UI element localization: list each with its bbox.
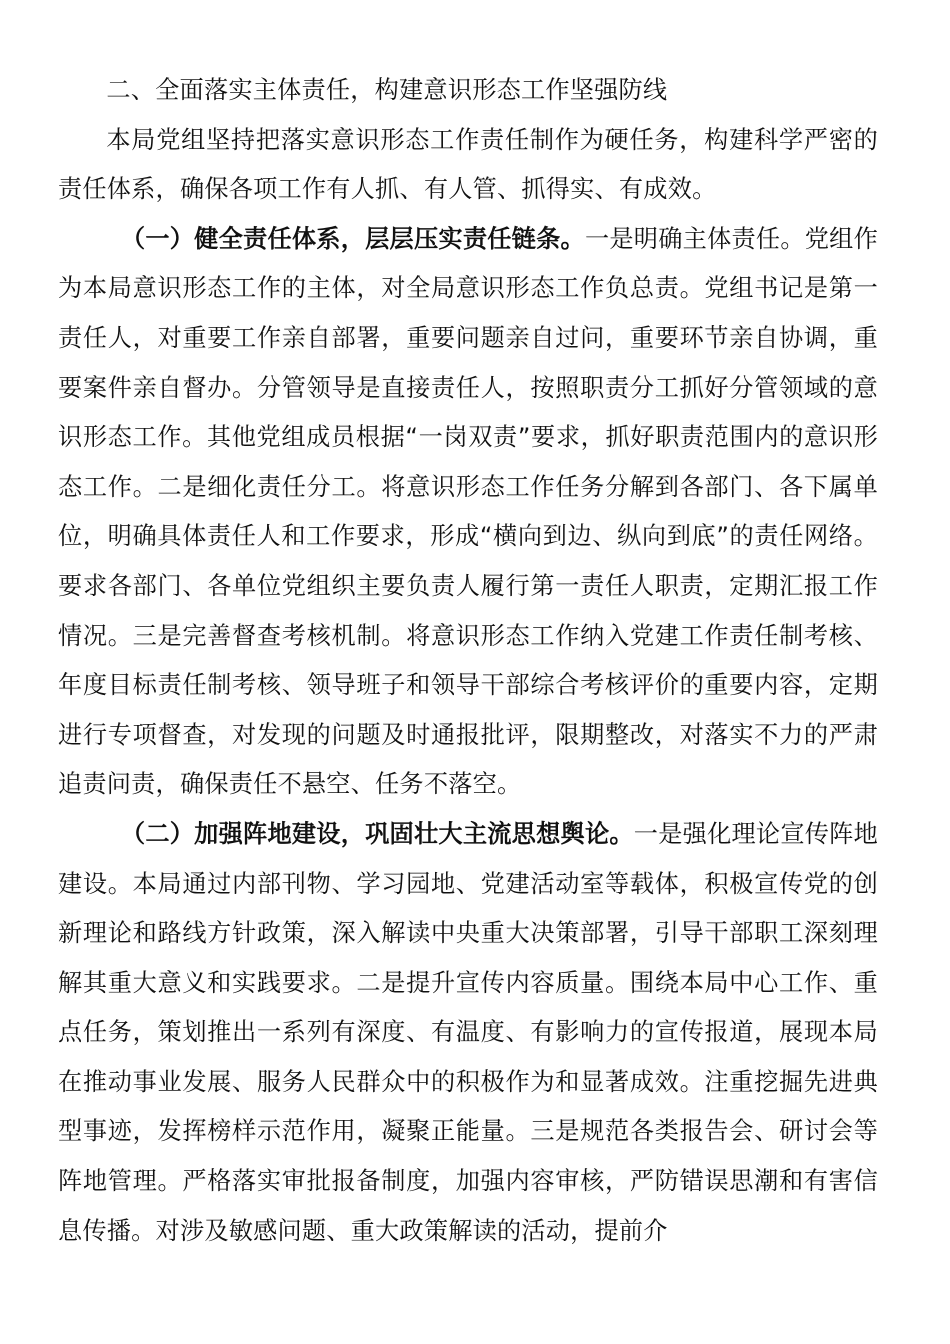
- subsection-1-title: （一）健全责任体系，层层压实责任链条。: [120, 224, 585, 253]
- subsection-1-paragraph: [58, 215, 878, 810]
- subsection-2-body: 一是强化理论宣传阵地建设。本局通过内部刊物、学习园地、党建活动室等载体，积极宣传党的创新理论和路线方针政策，深入解读中央重大决策部署，引导干部职工深刻理解其重大意义和实践要求。二是提升宣传内容质量。围绕本局中心工作、重点任务，策划推出一系列有深度、有温度、有影响力的宣传报道，展现本局在推动事业发展、服务人民群众中的积极作为和显著成效。注重挖掘先进典型事迹，发挥榜样示范作用，凝聚正能量。三是规范各类报告会、研讨会等阵地管理。严格落实审批报备制度，加强内容审核，严防错误思潮和有害信息传播。对涉及敏感问题、重大政策解读的活动，提前介: [58, 819, 878, 1245]
- subsection-1-body: 一是明确主体责任。党组作为本局意识形态工作的主体，对全局意识形态工作负总责。党组书记是第一责任人，对重要工作亲自部署，重要问题亲自过问，重要环节亲自协调，重要案件亲自督办。分管领导是直接责任人，按照职责分工抓好分管领域的意识形态工作。其他党组成员根据“一岗双责”要求，抓好职责范围内的意识形态工作。二是细化责任分工。将意识形态工作任务分解到各部门、各下属单位，明确具体责任人和工作要求，形成“横向到边、纵向到底”的责任网络。要求各部门、各单位党组织主要负责人履行第一责任人职责，定期汇报工作情况。三是完善督查考核机制。将意识形态工作纳入党建工作责任制考核、年度目标责任制考核、领导班子和领导干部综合考核评价的重要内容，定期进行专项督查，对发现的问题及时通报批评，限期整改，对落实不力的严肃追责问责，确保责任不悬空、任务不落空。: [58, 224, 878, 799]
- subsection-2-title: （二）加强阵地建设，巩固壮大主流思想舆论。: [120, 819, 634, 848]
- section-heading: 二、全面落实主体责任，构建意识形态工作坚强防线: [106, 76, 668, 104]
- intro-paragraph: 本局党组坚持把落实意识形态工作责任制作为硬任务，构建科学严密的责任体系，确保各项工作有人抓、有人管、抓得实、有成效。: [58, 125, 878, 204]
- subsection-2-paragraph: [58, 810, 878, 1256]
- document-page: [58, 66, 878, 1256]
